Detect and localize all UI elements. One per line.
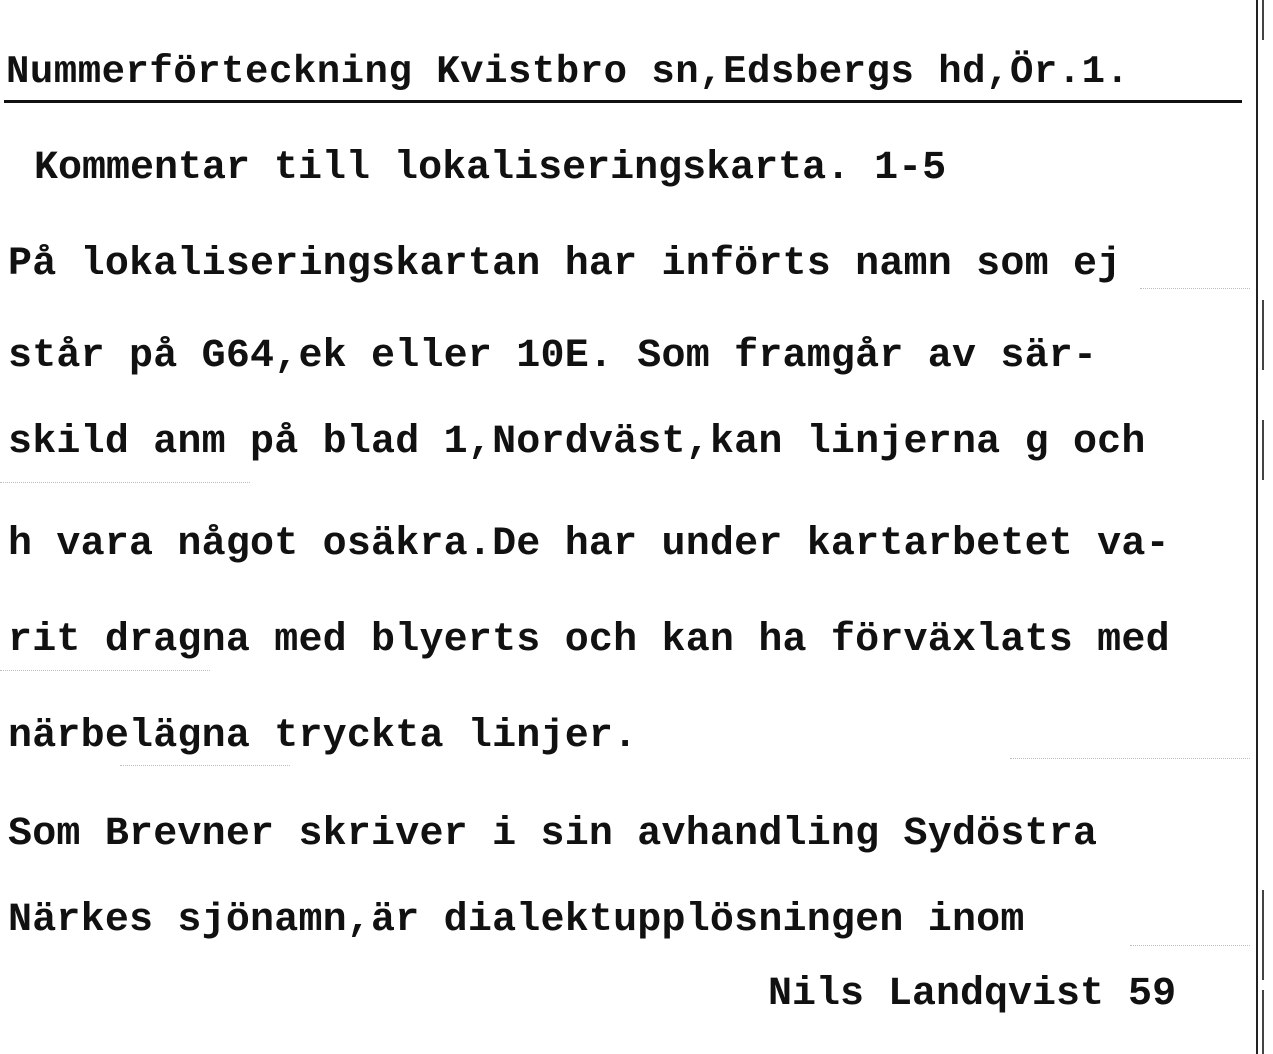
card-edge-mark [1262,420,1264,480]
text-line-8: Närkes sjönamn,är dialektupplösningen inom [8,898,1025,943]
card-title: Nummerförteckning Kvistbro sn,Edsbergs hd,Ör.1. [6,50,1130,94]
scan-artifact-dots [0,482,250,483]
text-line-2: står på G64,ek eller 10E. Som framgår av sär- [8,334,1098,379]
scan-artifact-dots [120,765,290,766]
scan-artifact-dots [1010,758,1250,759]
card-edge-mark [1262,0,1264,40]
card-edge-mark [1262,300,1264,370]
scan-artifact-dots [1130,945,1250,946]
text-line-1: På lokaliseringskartan har införts namn som ej [8,242,1122,287]
text-line-5: rit dragna med blyerts och kan ha förväxlats med [8,618,1170,663]
text-line-3: skild anm på blad 1,Nordväst,kan linjerna g och [8,420,1146,465]
card-edge-mark [1262,990,1264,1054]
title-underline [4,100,1242,103]
card-subtitle: Kommentar till lokaliseringskarta. 1-5 [34,146,947,191]
card-right-edge [1256,0,1258,1054]
signature: Nils Landqvist 59 [768,972,1177,1017]
text-line-6: närbelägna tryckta linjer. [8,714,638,759]
scan-artifact-dots [0,670,210,671]
scan-artifact-dots [1140,288,1250,289]
text-line-4: h vara något osäkra.De har under kartarbetet va- [8,522,1170,567]
text-line-7: Som Brevner skriver i sin avhandling Sydöstra [8,812,1098,857]
card-edge-mark [1262,890,1264,980]
